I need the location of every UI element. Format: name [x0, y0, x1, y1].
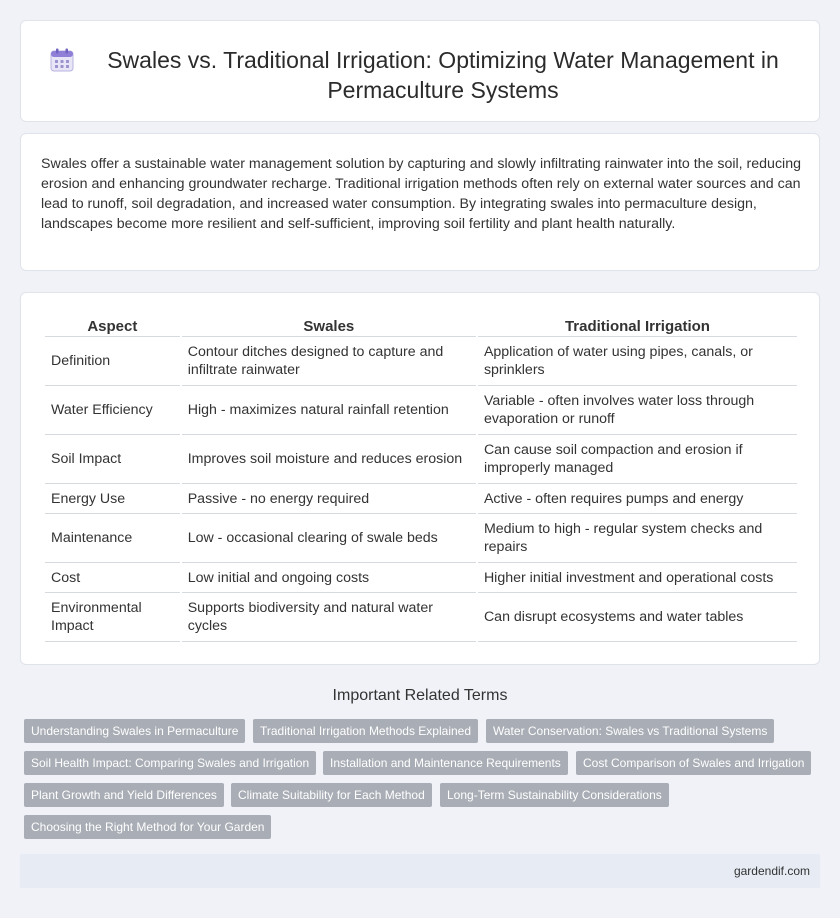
table-cell: Definition	[45, 337, 180, 386]
table-cell: Environmental Impact	[45, 593, 180, 642]
footer-site-name[interactable]: gardendif.com	[733, 864, 810, 878]
comparison-table	[43, 315, 799, 642]
related-term-tag[interactable]: Installation and Maintenance Requirements	[323, 751, 568, 775]
table-cell: Can disrupt ecosystems and water tables	[478, 593, 797, 642]
table-row	[45, 593, 797, 642]
table-cell: Passive - no energy required	[182, 484, 476, 514]
table-cell: Supports biodiversity and natural water cycles	[182, 593, 476, 642]
table-cell: Low - occasional clearing of swale beds	[182, 514, 476, 563]
table-cell: Medium to high - regular system checks and repairs	[478, 514, 797, 563]
table-cell: High - maximizes natural rainfall retention	[182, 386, 476, 435]
related-term-tag[interactable]: Climate Suitability for Each Method	[231, 783, 432, 807]
table-cell: Application of water using pipes, canals, or sprinklers	[478, 337, 797, 386]
column-header-traditional: Traditional Irrigation	[478, 315, 797, 337]
related-term-tag[interactable]: Water Conservation: Swales vs Traditional Systems	[486, 719, 774, 743]
footer	[20, 854, 820, 888]
calendar-icon	[49, 47, 75, 73]
table-cell: Energy Use	[45, 484, 180, 514]
column-header-aspect: Aspect	[45, 315, 180, 337]
table-cell: Higher initial investment and operational costs	[478, 563, 797, 593]
table-cell: Soil Impact	[45, 435, 180, 484]
page-title: Swales vs. Traditional Irrigation: Optimizing Water Management in Permaculture Systems	[107, 47, 779, 103]
title-card	[20, 20, 820, 122]
related-term-tag[interactable]: Understanding Swales in Permaculture	[24, 719, 245, 743]
table-row	[45, 337, 797, 386]
table-header-row	[45, 315, 797, 337]
related-term-tag[interactable]: Choosing the Right Method for Your Garden	[24, 815, 271, 839]
related-term-tag[interactable]: Traditional Irrigation Methods Explained	[253, 719, 478, 743]
intro-card	[20, 133, 820, 271]
related-terms-heading: Important Related Terms	[332, 687, 508, 704]
table-cell: Active - often requires pumps and energy	[478, 484, 797, 514]
table-cell: Contour ditches designed to capture and infiltrate rainwater	[182, 337, 476, 386]
table-cell: Low initial and ongoing costs	[182, 563, 476, 593]
related-term-tag[interactable]: Plant Growth and Yield Differences	[24, 783, 224, 807]
related-term-tag[interactable]: Long-Term Sustainability Considerations	[440, 783, 669, 807]
table-cell: Cost	[45, 563, 180, 593]
comparison-table-card	[20, 292, 820, 665]
table-row	[45, 563, 797, 593]
table-row	[45, 514, 797, 563]
table-cell: Improves soil moisture and reduces erosion	[182, 435, 476, 484]
table-cell: Maintenance	[45, 514, 180, 563]
table-row	[45, 435, 797, 484]
intro-paragraph: Swales offer a sustainable water management solution by capturing and slowly infiltrating rainwater into the soil, reducing erosion and enhancing groundwater recharge. Traditional irrigation methods often rely on external water sources and can lead to runoff, soil degradation, and increased water consumption. By integrating swales into permaculture design, landscapes become more resilient and self-sufficient, improving soil fertility and plant health naturally.	[41, 156, 801, 232]
related-term-tag[interactable]: Cost Comparison of Swales and Irrigation	[576, 751, 811, 775]
related-term-tag[interactable]: Soil Health Impact: Comparing Swales and Irrigation	[24, 751, 316, 775]
table-row	[45, 386, 797, 435]
column-header-swales: Swales	[182, 315, 476, 337]
table-row	[45, 484, 797, 514]
table-cell: Variable - often involves water loss through evaporation or runoff	[478, 386, 797, 435]
table-cell: Can cause soil compaction and erosion if improperly managed	[478, 435, 797, 484]
table-cell: Water Efficiency	[45, 386, 180, 435]
